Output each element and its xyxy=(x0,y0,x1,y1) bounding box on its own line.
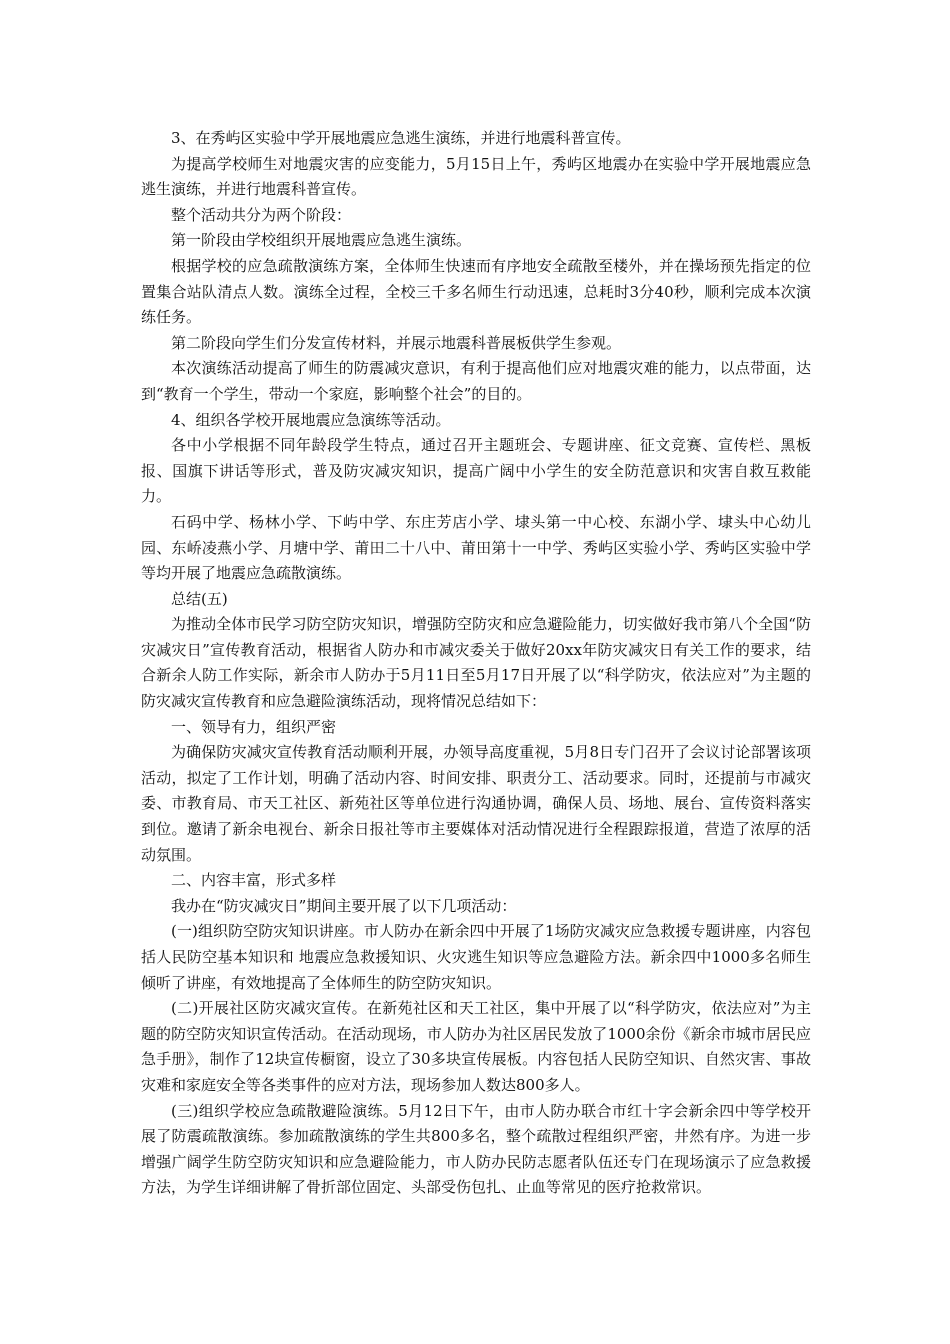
section-heading: 总结(五) xyxy=(171,589,228,608)
section-heading: 二、内容丰富，形式多样 xyxy=(171,871,337,890)
paragraph: 第一阶段由学校组织开展地震应急逃生演练。 xyxy=(171,231,472,250)
paragraph: 各中小学根据不同年龄段学生特点，通过召开主题班会、专题讲座、征文竞赛、宣传栏、黑板报、国旗下讲话等形式，普及防灾减灾知识，提高广阔中小学生的安全防范意识和灾害自救互救能力。 xyxy=(141,436,811,506)
paragraph: 3、在秀屿区实验中学开展地震应急逃生演练，并进行地震科普宣传。 xyxy=(171,129,631,147)
paragraph: (二)开展社区防灾减灾宣传。在新苑社区和天工社区，集中开展了以“科学防灾，依法应对”为主题的防空防灾知识宣传活动。在活动现场，市人防办为社区居民发放了1000余份《新余市城市居民应急手册》，制作了12块宣传橱窗，设立了30多块宣传展板。内容包括人民防空知识、自然灾害、事故灾难和家庭安全等各类事件的应对方法，现场参加人数达800多人。 xyxy=(141,999,811,1094)
section-heading: 一、领导有力，组织严密 xyxy=(171,717,337,736)
paragraph: (一)组织防空防灾知识讲座。市人防办在新余四中开展了1场防灾减灾应急救援专题讲座，内容包括人民防空基本知识和 地震应急救援知识、火灾逃生知识等应急避险方法。新余四中1000多名师生倾听了讲座，有效地提高了全体师生的防空防灾知识。 xyxy=(141,922,811,992)
paragraph: 根据学校的应急疏散演练方案，全体师生快速而有序地安全疏散至楼外，并在操场预先指定的位置集合站队清点人数。演练全过程，全校三千多名师生行动迅速，总耗时3分40秒，顺利完成本次演练任务。 xyxy=(141,256,811,327)
paragraph: 第二阶段向学生们分发宣传材料，并展示地震科普展板供学生参观。 xyxy=(171,333,622,352)
paragraph: 本次演练活动提高了师生的防震减灾意识，有利于提高他们应对地震灾难的能力，以点带面，达到“教育一个学生，带动一个家庭，影响整个社会”的目的。 xyxy=(141,359,811,403)
paragraph: 为推动全体市民学习防空防灾知识，增强防空防灾和应急避险能力，切实做好我市第八个全国“防灾减灾日”宣传教育活动，根据省人防办和市减灾委关于做好20xx年防灾减灾日有关工作的要求，结合新余人防工作实际，新余市人防办于5月11日至5月17日开展了以“科学防灾，依法应对”为主题的防灾减灾宣传教育和应急避险演练活动，现将情况总结如下： xyxy=(141,615,811,711)
document-body xyxy=(141,126,811,1201)
paragraph: 为确保防灾减灾宣传教育活动顺利开展，办领导高度重视，5月8日专门召开了会议讨论部署该项活动，拟定了工作计划，明确了活动内容、时间安排、职责分工、活动要求。同时，还提前与市减灾委、市教育局、市天工社区、新苑社区等单位进行沟通协调，确保人员、场地、展台、宣传资料落实到位。邀请了新余电视台、新余日报社等市主要媒体对活动情况进行全程跟踪报道，营造了浓厚的活动氛围。 xyxy=(141,743,811,864)
paragraph: 我办在“防灾减灾日”期间主要开展了以下几项活动： xyxy=(171,896,517,915)
paragraph: 4、组织各学校开展地震应急演练等活动。 xyxy=(171,410,451,429)
paragraph: 为提高学校师生对地震灾害的应变能力，5月15日上午，秀屿区地震办在实验中学开展地震应急逃生演练，并进行地震科普宣传。 xyxy=(141,154,811,199)
paragraph: 石码中学、杨林小学、下屿中学、东庄芳店小学、埭头第一中心校、东湖小学、埭头中心幼儿园、东峤凌燕小学、月塘中学、莆田二十八中、莆田第十一中学、秀屿区实验小学、秀屿区实验中学等均开展了地震应急疏散演练。 xyxy=(141,512,811,583)
paragraph: (三)组织学校应急疏散避险演练。5月12日下午，由市人防办联合市红十字会新余四中等学校开展了防震疏散演练。参加疏散演练的学生共800多名，整个疏散过程组织严密，井然有序。为进一步增强广阔学生防空防灾知识和应急避险能力，市人防办民防志愿者队伍还专门在现场演示了应急救援方法，为学生详细讲解了骨折部位固定、头部受伤包扎、止血等常见的医疗抢救常识。 xyxy=(141,1101,811,1197)
paragraph: 整个活动共分为两个阶段： xyxy=(171,205,352,224)
